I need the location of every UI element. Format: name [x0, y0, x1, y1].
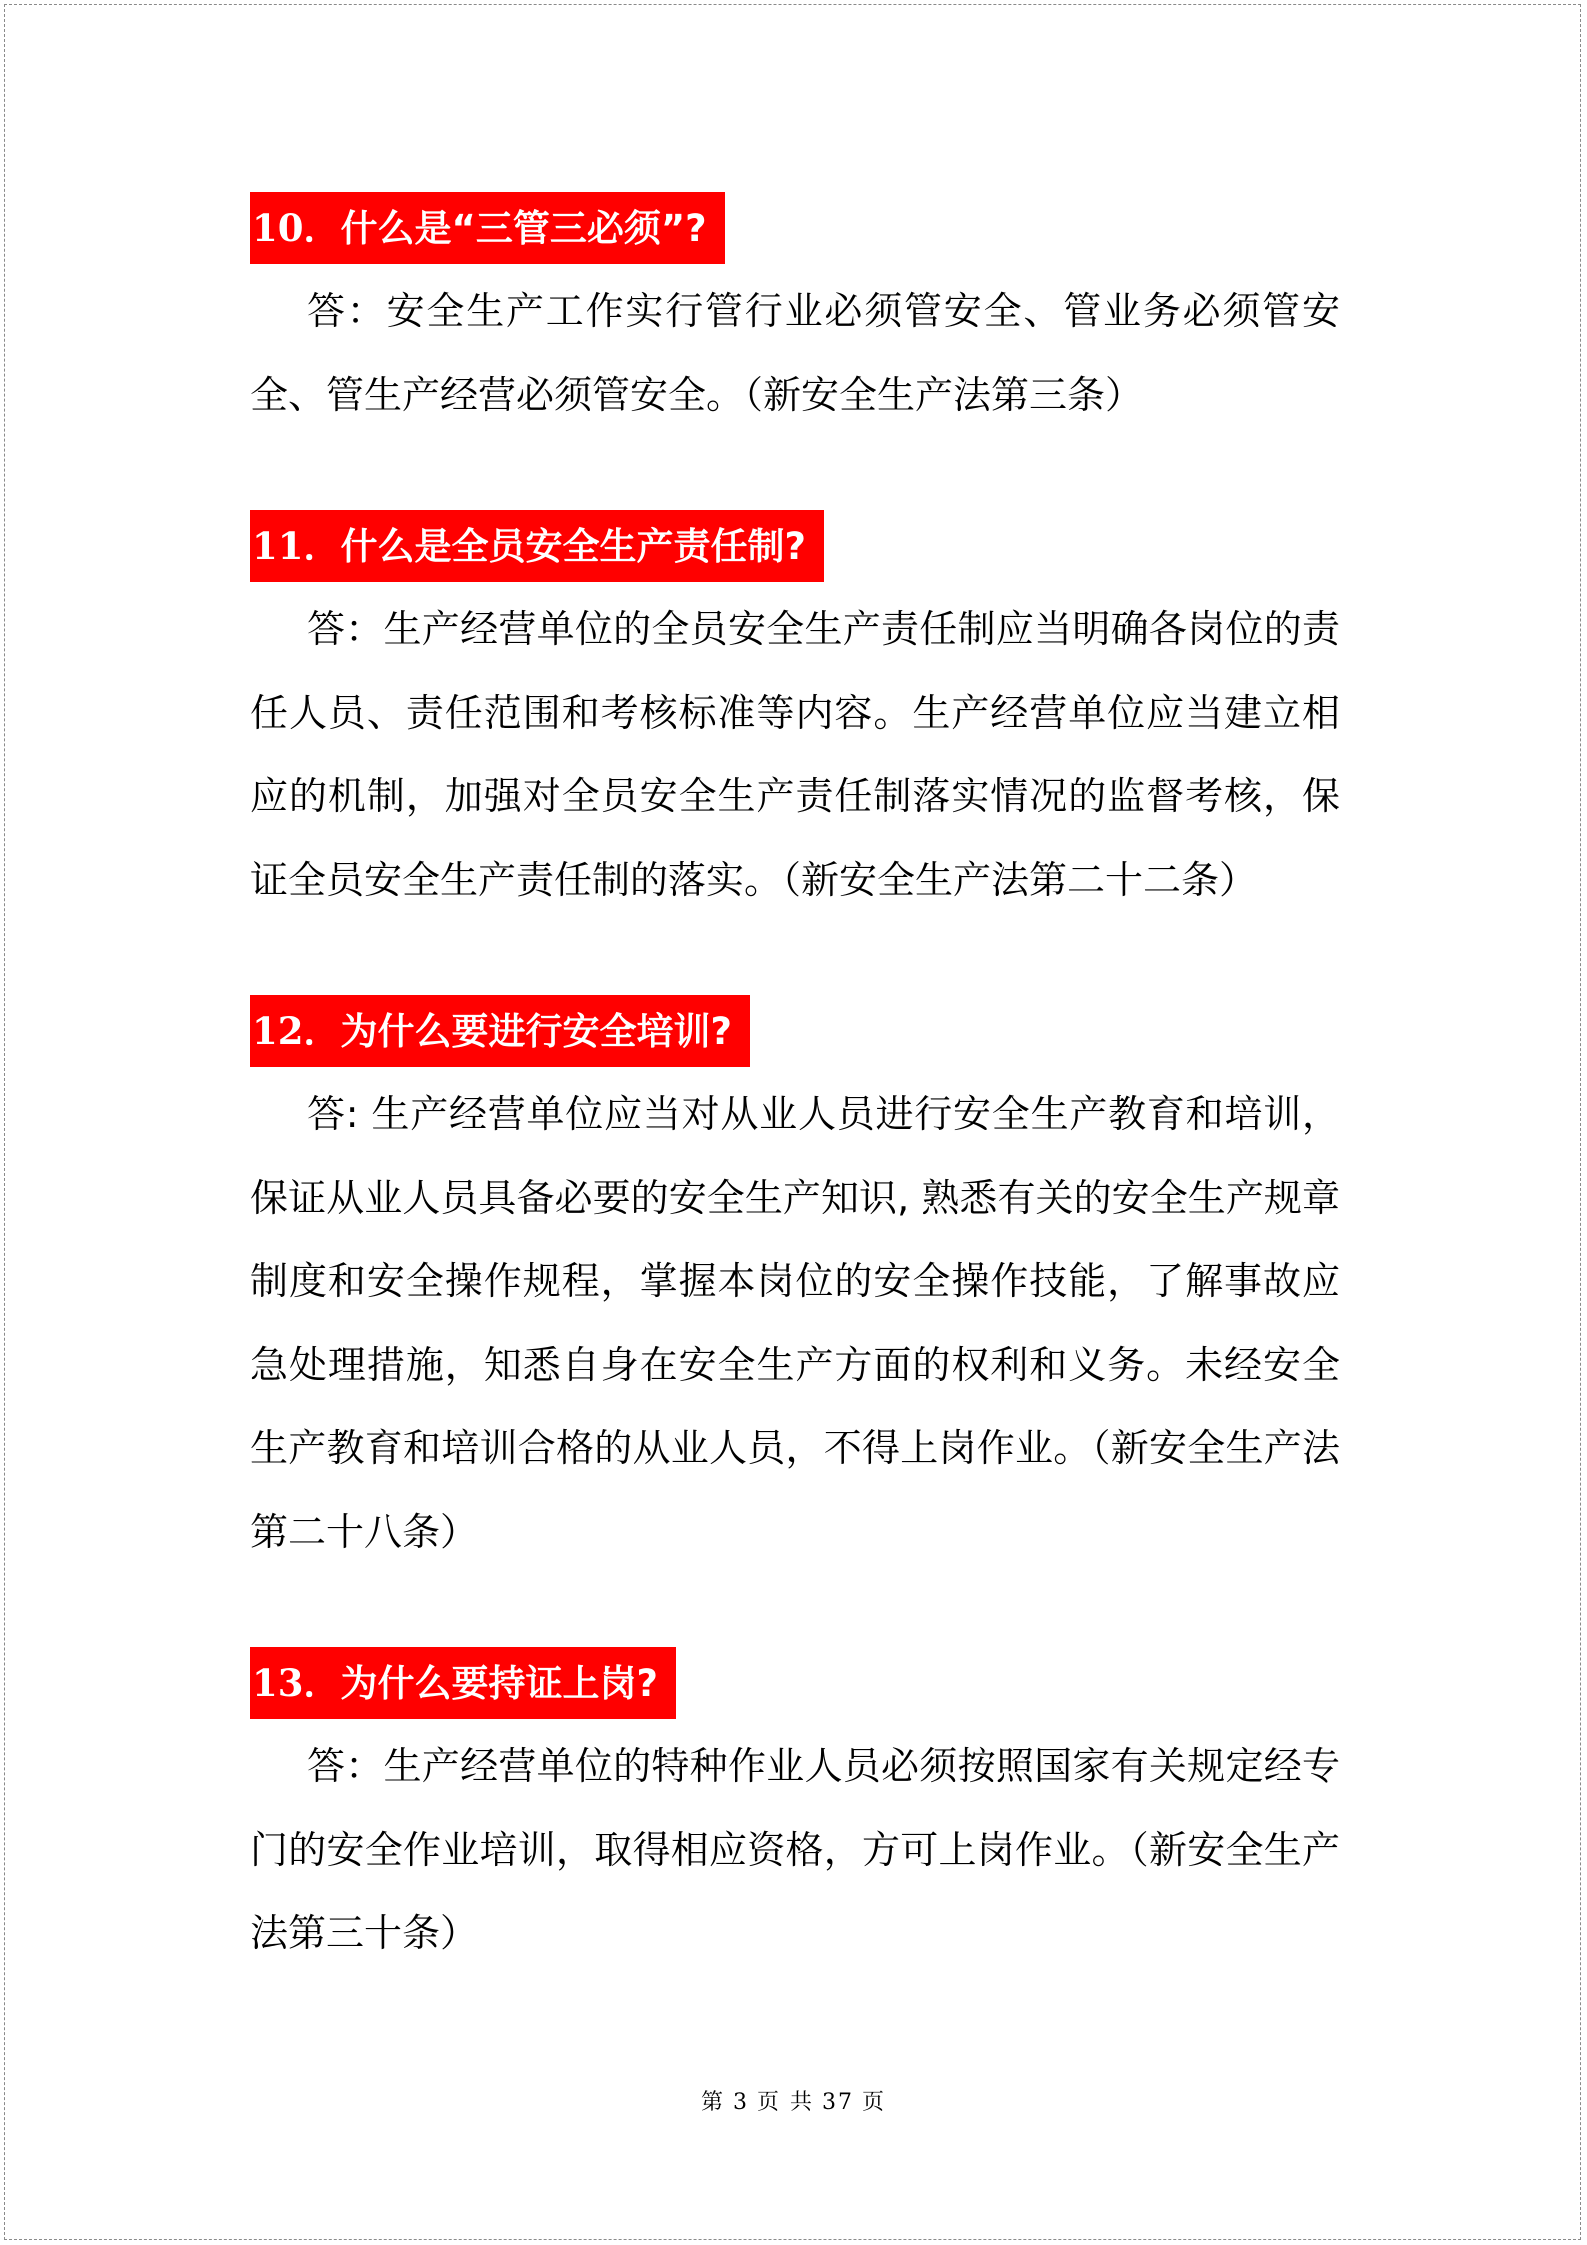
- question-number: 12．: [252, 1009, 341, 1053]
- qa-item-10: [250, 192, 1340, 437]
- question-number: 13．: [252, 1661, 341, 1705]
- current-page-number: 3: [733, 2090, 749, 2115]
- qa-item-12: [250, 995, 1340, 1574]
- qa-item-13: [250, 1647, 1340, 1976]
- question-heading: [250, 995, 750, 1067]
- question-heading: [250, 1647, 676, 1719]
- footer-middle: 页 共: [757, 2090, 814, 2115]
- page-footer: [0, 2085, 1587, 2116]
- answer-text: 答: 生产经营单位应当对从业人员进行安全生产教育和培训，保证从业人员具备必要的安全生产知识, 熟悉有关的安全生产规章制度和安全操作规程，掌握本岗位的安全操作技能，了解事故应急处理措施，知悉自身在安全生产方面的权利和义务。未经安全生产教育和培训合格的从业人员，不得上岗作业。（新安全生产法第二十八条）: [250, 1092, 1340, 1554]
- question-heading: [250, 192, 725, 264]
- question-text: 为什么要进行安全培训?: [340, 1010, 732, 1053]
- document-body: [250, 192, 1340, 1976]
- question-heading: [250, 510, 824, 582]
- question-text: 什么是“三管三必须”?: [340, 207, 707, 250]
- total-pages-number: 37: [822, 2090, 854, 2115]
- footer-prefix: 第: [700, 2090, 725, 2115]
- question-number: 11．: [252, 524, 341, 568]
- answer-text: 答：安全生产工作实行管行业必须管安全、管业务必须管安全、管生产经营必须管安全。（新安全生产法第三条）: [250, 289, 1340, 417]
- question-text: 为什么要持证上岗?: [340, 1662, 658, 1705]
- qa-item-11: [250, 510, 1340, 922]
- question-text: 什么是全员安全生产责任制?: [340, 525, 806, 568]
- question-number: 10．: [252, 206, 341, 250]
- answer-text: 答：生产经营单位的全员安全生产责任制应当明确各岗位的责任人员、责任范围和考核标准等内容。生产经营单位应当建立相应的机制，加强对全员安全生产责任制落实情况的监督考核，保证全员安全生产责任制的落实。（新安全生产法第二十二条）: [250, 607, 1340, 902]
- footer-suffix: 页: [862, 2090, 887, 2115]
- answer-text: 答：生产经营单位的特种作业人员必须按照国家有关规定经专门的安全作业培训，取得相应资格，方可上岗作业。（新安全生产法第三十条）: [250, 1744, 1340, 1955]
